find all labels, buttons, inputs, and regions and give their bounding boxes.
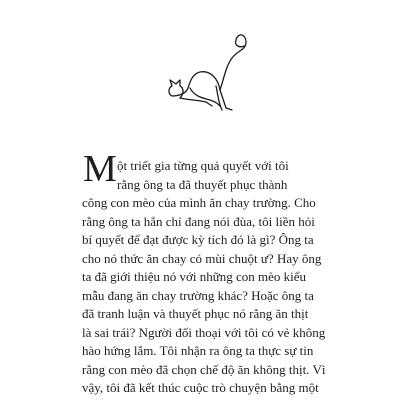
text-line: là sai trái? Người đối thoại với tôi có vẻ không <box>82 324 326 340</box>
text-line: bí quyết để đạt được kỳ tích đó là gì? Ông ta <box>82 232 314 247</box>
text-line: công con mèo của mình ăn chay trường. Cho <box>82 195 316 210</box>
drop-cap: M <box>83 148 117 190</box>
text-line: ột triết gia từng quả quyết với tôi <box>117 158 289 173</box>
text-line: vậy, tôi đã kết thúc cuộc trò chuyện bằng một <box>82 380 319 395</box>
text-line: cho nó thức ăn chay có mùi chuột ư? Hay ông <box>82 250 322 266</box>
text-line: mẫu đang ăn chay trường khác? Hoặc ông ta <box>82 287 314 303</box>
text-line: ta đã giới thiệu nó với những con mèo kiểu <box>82 269 307 284</box>
text-line: rằng ông ta hẳn chỉ đang nói đùa, tôi liền hỏi <box>82 213 315 229</box>
text-line: đã tranh luận và thuyết phục nó rằng ăn thịt <box>82 306 309 321</box>
text-line: rằng ông ta đã thuyết phục thành <box>117 176 288 192</box>
text-line: hào hứng lắm. Tôi nhận ra ông ta thực sự tin <box>82 343 314 358</box>
text-line: rằng con mèo đã chọn chế độ ăn không thịt. Vì <box>82 361 326 377</box>
